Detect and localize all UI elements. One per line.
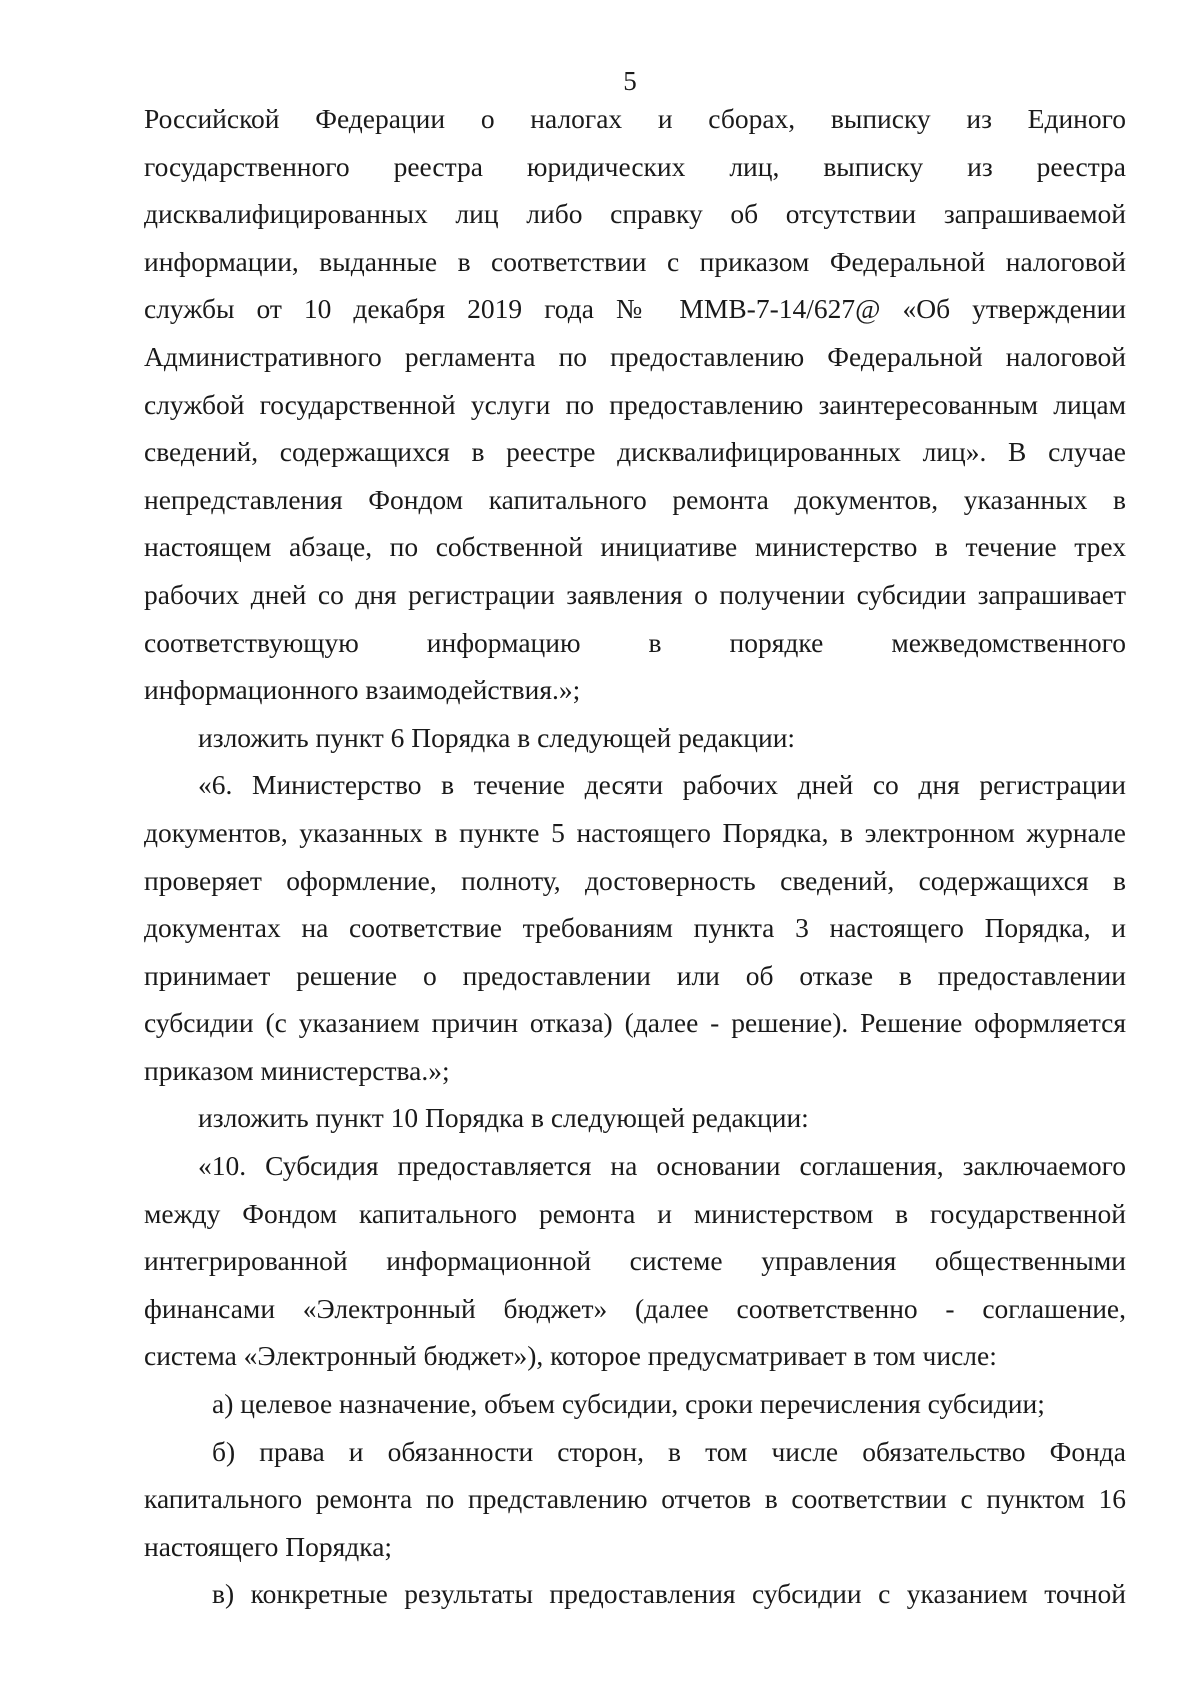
text-line: документах на соответствие требованиям пункта 3 настоящего Порядка, и xyxy=(144,912,1126,944)
page-number: 5 xyxy=(623,66,637,96)
text-line: интегрированной информационной системе управления общественными xyxy=(144,1245,1126,1277)
text-line: настоящем абзаце, по собственной инициативе министерство в течение трех xyxy=(144,531,1126,563)
text-line: б) права и обязанности сторон, в том числе обязательство Фонда xyxy=(212,1435,1126,1467)
text-line: между Фондом капитального ремонта и министерством в государственной xyxy=(144,1197,1126,1229)
text-line: принимает решение о предоставлении или об отказе в предоставлении xyxy=(144,959,1126,991)
text-line: субсидии (с указанием причин отказа) (далее - решение). Решение оформляется xyxy=(144,1007,1126,1039)
text-line: рабочих дней со дня регистрации заявления о получении субсидии запрашивает xyxy=(144,578,1126,610)
text-line: а) целевое назначение, объем субсидии, сроки перечисления субсидии; xyxy=(212,1388,1045,1420)
text-line: службы от 10 декабря 2019 года № ММВ-7-14/627@ «Об утверждении xyxy=(144,293,1126,325)
text-line: настоящего Порядка; xyxy=(144,1530,393,1562)
text-line: информационного взаимодействия.»; xyxy=(144,674,581,706)
text-line: в) конкретные результаты предоставления субсидии с указанием точной xyxy=(212,1578,1126,1610)
text-line: капитального ремонта по представлению отчетов в соответствии с пунктом 16 xyxy=(144,1483,1126,1515)
text-line: система «Электронный бюджет»), которое предусматривает в том числе: xyxy=(144,1340,997,1372)
text-line: «6. Министерство в течение десяти рабочих дней со дня регистрации xyxy=(198,769,1126,801)
text-line: сведений, содержащихся в реестре дисквалифицированных лиц». В случае xyxy=(144,436,1126,468)
text-line: изложить пункт 10 Порядка в следующей редакции: xyxy=(198,1102,809,1134)
text-line: проверяет оформление, полноту, достоверность сведений, содержащихся в xyxy=(144,864,1126,896)
text-line: соответствующую информацию в порядке межведомственного xyxy=(144,626,1126,658)
text-line: Административного регламента по предоставлению Федеральной налоговой xyxy=(144,340,1126,372)
text-line: информации, выданные в соответствии с приказом Федеральной налоговой xyxy=(144,245,1126,277)
document-body xyxy=(144,95,1126,1618)
text-line: государственного реестра юридических лиц, выписку из реестра xyxy=(144,150,1126,182)
text-line: Российской Федерации о налогах и сборах, выписку из Единого xyxy=(144,103,1126,134)
text-line: приказом министерства.»; xyxy=(144,1054,450,1086)
text-line: изложить пункт 6 Порядка в следующей редакции: xyxy=(198,721,796,753)
text-line: службой государственной услуги по предоставлению заинтересованным лицам xyxy=(144,388,1126,420)
text-line: финансами «Электронный бюджет» (далее соответственно - соглашение, xyxy=(144,1292,1126,1324)
text-line: документов, указанных в пункте 5 настоящего Порядка, в электронном журнале xyxy=(144,816,1126,848)
text-line: непредставления Фондом капитального ремонта документов, указанных в xyxy=(144,483,1126,515)
text-line: «10. Субсидия предоставляется на основании соглашения, заключаемого xyxy=(198,1150,1126,1182)
text-line: дисквалифицированных лиц либо справку об отсутствии запрашиваемой xyxy=(144,198,1126,230)
